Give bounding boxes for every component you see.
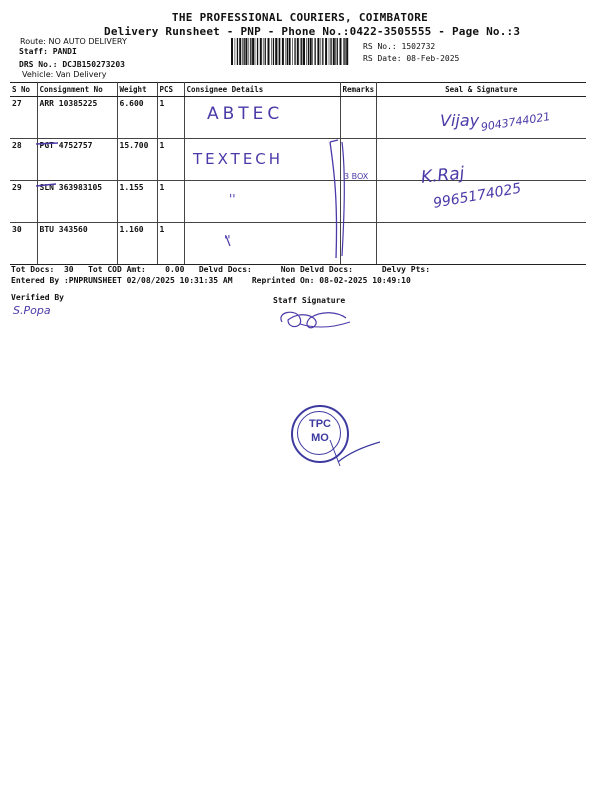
- barcode-bar: [289, 38, 291, 65]
- barcode-bar: [250, 38, 251, 65]
- serial-number: 27: [10, 97, 37, 139]
- remarks-cell: [340, 97, 376, 139]
- barcode-bar: [330, 38, 331, 65]
- pcs-value: 1: [157, 181, 184, 223]
- handwritten-phone: 9965174025: [432, 180, 523, 212]
- barcode-bar: [308, 38, 309, 65]
- barcode-bar: [249, 38, 250, 65]
- staff-label: Staff: PANDI: [19, 47, 77, 56]
- signature-cell: [376, 223, 586, 265]
- column-header: Consignee Details: [184, 83, 340, 97]
- barcode-bar: [235, 38, 236, 65]
- company-name: THE PROFESSIONAL COURIERS, COIMBATORE: [171, 11, 429, 24]
- barcode-bar: [275, 38, 277, 65]
- consignee-cell: [184, 223, 340, 265]
- barcode-bar: [310, 38, 312, 65]
- table-header-row: [10, 83, 586, 97]
- signature-cell: [376, 139, 586, 181]
- rs-number: RS No.: 1502732: [363, 42, 436, 51]
- barcode-bar: [292, 38, 293, 65]
- barcode-bar: [242, 38, 243, 65]
- weight-value: 6.600: [117, 97, 157, 139]
- column-header: S No: [10, 83, 37, 97]
- barcode-bar: [322, 38, 323, 65]
- handwritten-consignee: '': [229, 192, 236, 206]
- staff-signature-scribble: [300, 322, 350, 327]
- barcode-bar: [321, 38, 322, 65]
- drs-number: DRS No.: DCJB150273203: [19, 60, 125, 69]
- handwritten-signature: K.Raj: [420, 163, 466, 188]
- remarks-cell: [340, 223, 376, 265]
- verified-signature: S.Popa: [13, 304, 51, 317]
- handwritten-phone: 9043744021: [480, 110, 552, 134]
- barcode-bar: [312, 38, 313, 65]
- barcode-bar: [252, 38, 254, 65]
- barcode-bar: [237, 38, 238, 65]
- barcode-image: [230, 38, 350, 65]
- handwritten-consignee: '': [224, 233, 231, 247]
- barcode-bar: [257, 38, 258, 65]
- pcs-value: 1: [157, 223, 184, 265]
- column-header: Remarks: [340, 83, 376, 97]
- barcode-bar: [343, 38, 344, 65]
- barcode-bar: [335, 38, 336, 65]
- barcode-bar: [239, 38, 241, 65]
- pcs-value: 1: [157, 139, 184, 181]
- runsheet-table: [10, 82, 586, 265]
- barcode-bar: [282, 38, 284, 65]
- consignment-number: ARR 10385225: [37, 97, 117, 139]
- entered-by-line: Entered By :PNPRUNSHEET 02/08/2025 10:31:35 AM Reprinted On: 08-02-2025 10:49:10: [11, 276, 411, 285]
- stamp-text: MO: [311, 432, 329, 444]
- consignment-number: SLN 363983105: [37, 181, 117, 223]
- handwritten-remark: 3 BOX: [344, 172, 369, 181]
- barcode-bar: [287, 38, 288, 65]
- tpc-stamp: [291, 405, 349, 463]
- barcode-bar: [294, 38, 295, 65]
- barcode-bar: [344, 38, 345, 65]
- column-header: Seal & Signature: [376, 83, 586, 97]
- staff-signature-scribble: [281, 312, 346, 328]
- barcode-bar: [300, 38, 301, 65]
- weight-value: 1.160: [117, 223, 157, 265]
- barcode-bar: [346, 38, 348, 65]
- weight-value: 1.155: [117, 181, 157, 223]
- column-header: Consignment No: [37, 83, 117, 97]
- barcode-bar: [340, 38, 342, 65]
- barcode-bar: [279, 38, 280, 65]
- table-row: [10, 139, 586, 181]
- remarks-cell: [340, 181, 376, 223]
- barcode-bar: [265, 38, 266, 65]
- vehicle-label: Vehicle: Van Delivery: [22, 70, 107, 79]
- barcode-bar: [255, 38, 256, 65]
- runsheet-title: Delivery Runsheet - PNP - Phone No.:0422-3505555 - Page No.:3: [104, 25, 521, 38]
- barcode-bar: [301, 38, 302, 65]
- handwritten-consignee: ABTEC: [207, 104, 284, 124]
- barcode-bar: [268, 38, 270, 65]
- barcode-bar: [317, 38, 319, 65]
- barcode-bar: [271, 38, 272, 65]
- barcode-bar: [306, 38, 307, 65]
- barcode-bar: [297, 38, 299, 65]
- rs-date: RS Date: 08-Feb-2025: [363, 54, 460, 63]
- consignment-number: BTU 343560: [37, 223, 117, 265]
- consignee-cell: [184, 181, 340, 223]
- totals-line: Tot Docs: 30 Tot COD Amt: 0.00 Delvd Docs: Non Delvd Docs: Delvy Pts:: [11, 265, 431, 274]
- barcode-bar: [337, 38, 338, 65]
- column-header: Weight: [117, 83, 157, 97]
- table-row: [10, 223, 586, 265]
- barcode-bar: [325, 38, 327, 65]
- handwritten-signature: Vijay: [440, 111, 480, 130]
- barcode-bar: [245, 38, 247, 65]
- column-header: PCS: [157, 83, 184, 97]
- route-label: Route: NO AUTO DELIVERY: [20, 37, 127, 46]
- consignment-number: PGT 4752757: [37, 139, 117, 181]
- barcode-bar: [333, 38, 335, 65]
- serial-number: 28: [10, 139, 37, 181]
- pcs-value: 1: [157, 97, 184, 139]
- serial-number: 30: [10, 223, 37, 265]
- barcode-bar: [303, 38, 305, 65]
- barcode-bar: [278, 38, 279, 65]
- verified-by-label: Verified By: [11, 293, 64, 302]
- barcode-bar: [273, 38, 274, 65]
- weight-value: 15.700: [117, 139, 157, 181]
- stamp-text: TPC: [309, 418, 331, 430]
- barcode-bar: [329, 38, 330, 65]
- serial-number: 29: [10, 181, 37, 223]
- handwritten-consignee: TEXTECH: [193, 150, 284, 168]
- staff-signature-label: Staff Signature: [273, 296, 346, 305]
- barcode-bar: [263, 38, 264, 65]
- barcode-bar: [231, 38, 233, 65]
- barcode-bar: [260, 38, 262, 65]
- barcode-bar: [315, 38, 316, 65]
- barcode-bar: [244, 38, 245, 65]
- barcode-bar: [286, 38, 287, 65]
